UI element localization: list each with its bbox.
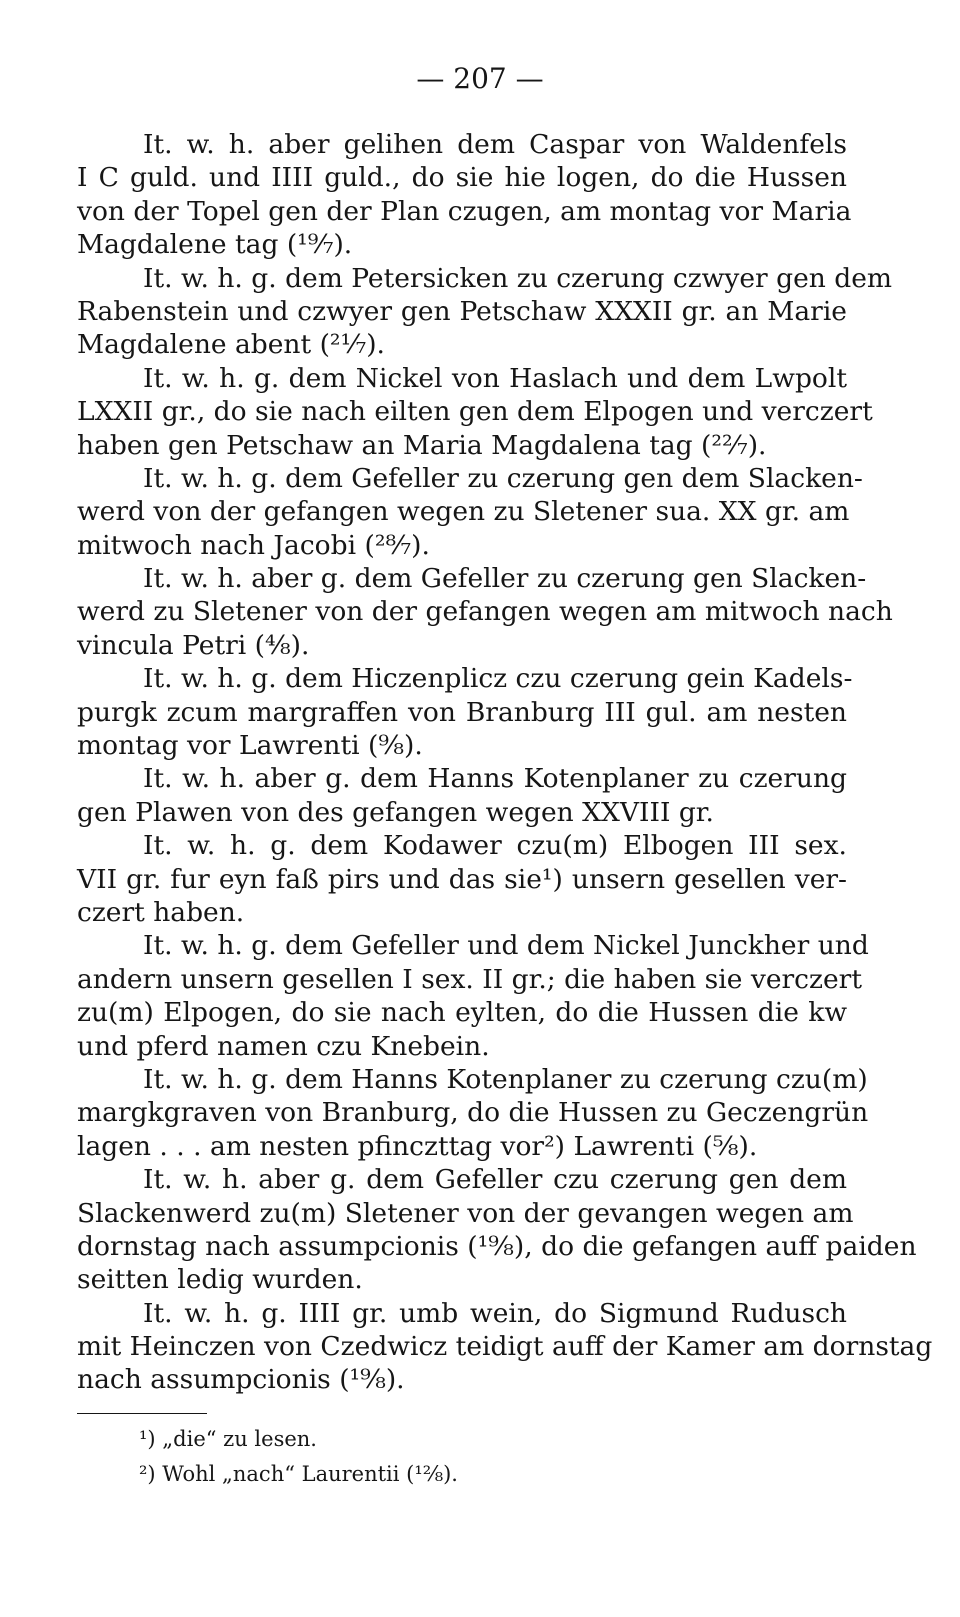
text-line: nach assumpcionis (¹⁹⁄₈). [77,1364,405,1396]
text-line: It. w. h. g. dem Hiczenplicz czu czerung gein Kadels- [143,663,853,695]
text-line: It. w. h. g. dem Gefeller und dem Nickel Junckher und [143,930,869,962]
entry-paragraph [77,262,893,362]
text-line: von der Topel gen der Plan czugen, am montag vor Maria [77,195,852,227]
text-line: und pferd namen czu Knebein. [77,1030,490,1062]
text-line: Slackenwerd zu(m) Sletener von der gevangen wegen am [77,1197,854,1229]
entry-paragraph [77,1297,933,1397]
entry-paragraph [77,929,869,1063]
text-line: montag vor Lawrenti (⁹⁄₈). [77,730,423,762]
entry-paragraph [77,662,853,762]
text-line: It. w. h. g. IIII gr. umb wein, do Sigmund Rudusch [143,1297,847,1329]
text-line: Magdalene tag (¹⁹⁄₇). [77,229,353,261]
page-number: — 207 — [416,62,544,95]
entry-paragraph [77,1163,917,1297]
entry-paragraph [77,362,873,462]
footnote: ²) Wohl „nach“ Laurentii (¹²⁄₈). [139,1462,458,1486]
entry-paragraph [77,128,852,262]
text-line: It. w. h. g. dem Nickel von Haslach und dem Lwpolt [143,362,847,394]
text-line: zu(m) Elpogen, do sie nach eylten, do die Hussen die kw [77,997,847,1029]
text-line: It. w. h. aber g. dem Gefeller zu czerung gen Slacken- [143,563,867,595]
text-line: Rabenstein und czwyer gen Petschaw XXXII gr. an Marie [77,295,847,327]
text-line: andern unsern gesellen I sex. II gr.; die haben sie verczert [77,963,862,995]
text-line: Magdalene abent (²¹⁄₇). [77,329,385,361]
text-line: purgk zcum margraffen von Branburg III gul. am nesten [77,696,847,728]
text-line: haben gen Petschaw an Maria Magdalena tag (²²⁄₇). [77,429,767,461]
text-line: czert haben. [77,896,245,928]
text-line: gen Plawen von des gefangen wegen XXVIII gr. [77,796,714,828]
text-line: I C guld. und IIII guld., do sie hie logen, do die Hussen [77,162,847,194]
text-line: It. w. h. aber g. dem Gefeller czu czerung gen dem [143,1164,847,1196]
text-line: It. w. h. g. dem Kodawer czu(m) Elbogen III sex. [143,830,847,862]
text-line: werd zu Sletener von der gefangen wegen am mitwoch nach [77,596,893,628]
entry-paragraph [77,829,847,929]
text-line: It. w. h. g. dem Hanns Kotenplaner zu czerung czu(m) [143,1063,868,1095]
text-line: VII gr. fur eyn faß pirs und das sie¹) unsern gesellen ver- [77,863,847,895]
text-line: It. w. h. g. dem Petersicken zu czerung czwyer gen dem [143,262,893,294]
text-line: It. w. h. g. dem Gefeller zu czerung gen dem Slacken- [143,462,863,494]
entry-paragraph [77,562,893,662]
body-text [77,128,933,1397]
text-line: seitten ledig wurden. [77,1264,363,1296]
text-line: mitwoch nach Jacobi (²⁸⁄₇). [77,529,430,561]
text-line: dornstag nach assumpcionis (¹⁹⁄₈), do die gefangen auff paiden [77,1230,917,1262]
text-line: lagen . . . am nesten pfinczttag vor²) Lawrenti (⁵⁄₈). [77,1130,758,1162]
text-line: werd von der gefangen wegen zu Sletener sua. XX gr. am [77,496,850,528]
entry-paragraph [77,762,847,829]
entry-paragraph [77,1063,869,1163]
footnotes [139,1422,458,1492]
text-line: It. w. h. aber gelihen dem Caspar von Waldenfels [143,129,847,160]
footnote-divider [77,1413,207,1414]
text-line: vincula Petri (⁴⁄₈). [77,629,310,661]
text-line: LXXII gr., do sie nach eilten gen dem Elpogen und verczert [77,396,873,428]
footnote: ¹) „die“ zu lesen. [139,1427,317,1451]
text-line: mit Heinczen von Czedwicz teidigt auff der Kamer am dornstag [77,1331,933,1363]
text-line: margkgraven von Branburg, do die Hussen zu Geczengrün [77,1097,869,1129]
text-line: It. w. h. aber g. dem Hanns Kotenplaner zu czerung [143,763,847,795]
entry-paragraph [77,462,863,562]
